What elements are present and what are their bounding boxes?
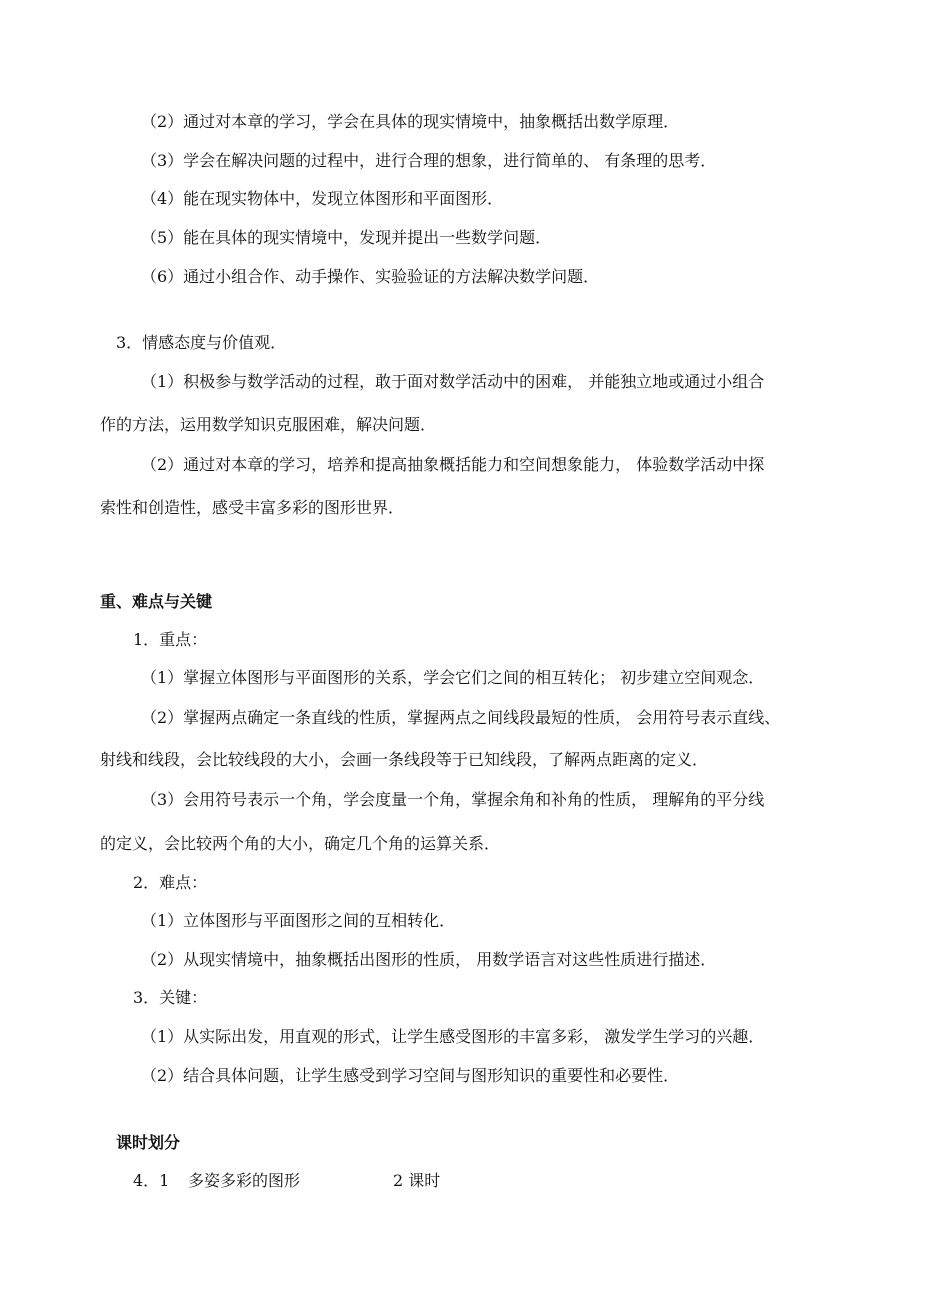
focus-heading: 1．重点： xyxy=(133,630,208,649)
difficulty-heading: 2．难点： xyxy=(133,873,208,892)
schedule-item-number: 4．1 xyxy=(133,1171,170,1190)
focus-item-3-line2: 的定义，会比较两个角的大小，确定几个角的运算关系． xyxy=(100,834,501,853)
skill-item-4: （4）能在现实物体中，发现立体图形和平面图形． xyxy=(141,189,504,208)
key-section-heading: 重、难点与关键 xyxy=(100,592,213,611)
skill-item-3: （3）学会在解决问题的过程中，进行合理的想象，进行简单的、 有条理的思考． xyxy=(141,151,717,170)
skill-item-5: （5）能在具体的现实情境中，发现并提出一些数学问题． xyxy=(141,228,552,247)
skill-item-6: （6）通过小组合作、动手操作、实验验证的方法解决数学问题． xyxy=(141,267,600,286)
crux-item-2: （2）结合具体问题，让学生感受到学习空间与图形知识的重要性和必要性． xyxy=(141,1066,680,1085)
attitude-p1-line1: （1）积极参与数学活动的过程，敢于面对数学活动中的困难， 并能独立地或通过小组合 xyxy=(141,372,765,391)
schedule-item-hours: 2 课时 xyxy=(393,1171,441,1190)
attitude-p1-line2: 作的方法，运用数学知识克服困难，解决问题． xyxy=(100,415,437,434)
focus-item-2-line2: 射线和线段，会比较线段的大小，会画一条线段等于已知线段，了解两点距离的定义． xyxy=(100,750,709,769)
focus-item-1: （1）掌握立体图形与平面图形的关系，学会它们之间的相互转化； 初步建立空间观念． xyxy=(141,668,765,687)
attitude-p2-line1: （2）通过对本章的学习，培养和提高抽象概括能力和空间想象能力， 体验数学活动中探 xyxy=(141,455,765,474)
focus-item-3-line1: （3）会用符号表示一个角，学会度量一个角，掌握余角和补角的性质， 理解角的平分线 xyxy=(141,790,765,809)
difficulty-item-1: （1）立体图形与平面图形之间的互相转化． xyxy=(141,911,456,930)
schedule-item-title: 多姿多彩的图形 xyxy=(188,1171,301,1190)
crux-item-1: （1）从实际出发，用直观的形式，让学生感受图形的丰富多彩， 激发学生学习的兴趣． xyxy=(141,1027,765,1046)
schedule-heading: 课时划分 xyxy=(116,1133,181,1152)
difficulty-item-2: （2）从现实情境中，抽象概括出图形的性质， 用数学语言对这些性质进行描述． xyxy=(141,950,717,969)
attitude-heading: 3．情感态度与价值观． xyxy=(116,333,287,352)
focus-item-2-line1: （2）掌握两点确定一条直线的性质，掌握两点之间线段最短的性质， 会用符号表示直线、 xyxy=(141,708,781,727)
attitude-p2-line2: 索性和创造性，感受丰富多彩的图形世界． xyxy=(100,498,405,517)
skill-item-2: （2）通过对本章的学习，学会在具体的现实情境中，抽象概括出数学原理． xyxy=(141,112,680,131)
crux-heading: 3．关键： xyxy=(133,988,208,1007)
